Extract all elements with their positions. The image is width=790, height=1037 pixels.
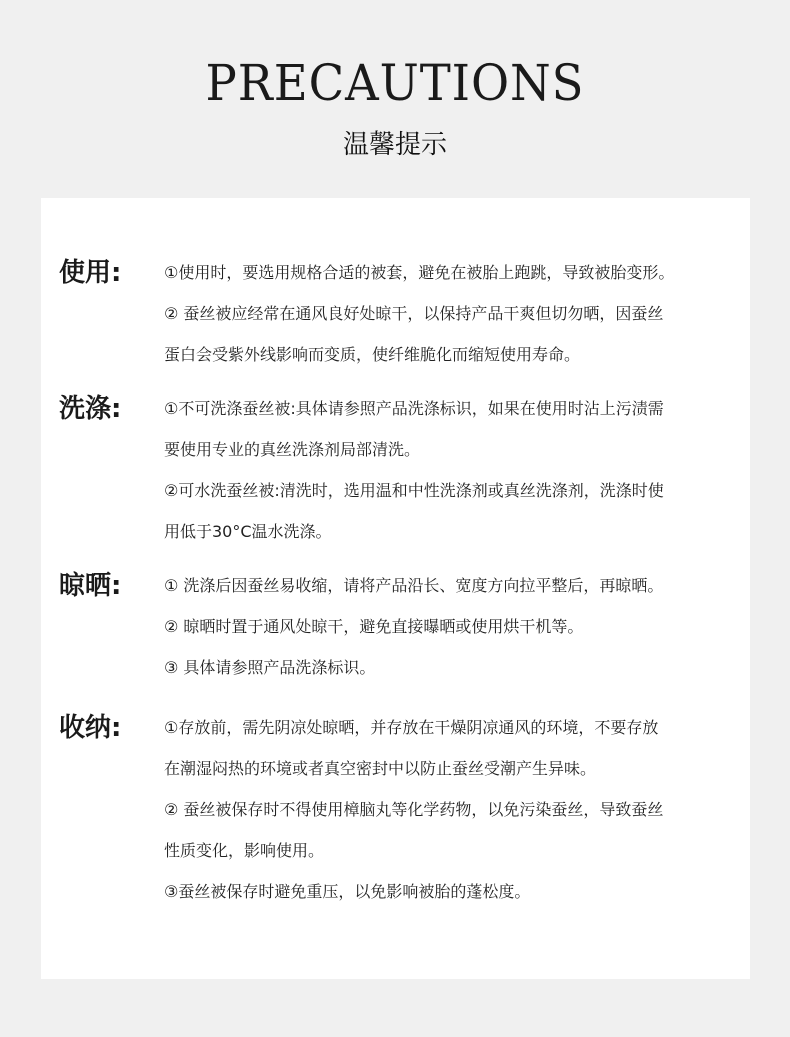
text-line: ②可水洗蚕丝被:清洗时，选用温和中性洗涤剂或真丝洗涤剂，洗涤时使 [164, 481, 664, 500]
text-line: 要使用专业的真丝洗涤剂局部清洗。 [164, 440, 421, 459]
text-line: ③蚕丝被保存时避免重压，以免影响被胎的蓬松度。 [164, 882, 531, 901]
text-line: 性质变化，影响使用。 [164, 841, 325, 860]
section-label: 洗涤: [59, 394, 122, 424]
page-title-en: PRECAUTIONS [205, 54, 585, 112]
section-text [164, 570, 734, 693]
precautions-card [41, 198, 750, 979]
page-title-cn: 温馨提示 [342, 130, 447, 160]
section-text [164, 257, 734, 380]
text-line: ② 蚕丝被应经常在通风良好处晾干，以保持产品干爽但切勿晒，因蚕丝 [164, 304, 664, 323]
text-line: ③ 具体请参照产品洗涤标识。 [164, 658, 376, 677]
text-line: ①使用时，要选用规格合适的被套，避免在被胎上跑跳，导致被胎变形。 [164, 263, 675, 282]
section-text [164, 393, 734, 557]
text-line: 在潮湿闷热的环境或者真空密封中以防止蚕丝受潮产生异味。 [164, 759, 597, 778]
text-line: ① 洗涤后因蚕丝易收缩，请将产品沿长、宽度方向拉平整后，再晾晒。 [164, 576, 664, 595]
text-line: ①不可洗涤蚕丝被:具体请参照产品洗涤标识，如果在使用时沾上污渍需 [164, 399, 664, 418]
section-label: 晾晒: [59, 571, 122, 601]
text-line: ①存放前，需先阴凉处晾晒，并存放在干燥阴凉通风的环境，不要存放 [164, 718, 659, 737]
text-line: 用低于30°C温水洗涤。 [164, 522, 332, 541]
text-line: ② 蚕丝被保存时不得使用樟脑丸等化学药物，以免污染蚕丝，导致蚕丝 [164, 800, 664, 819]
text-line: ② 晾晒时置于通风处晾干，避免直接曝晒或使用烘干机等。 [164, 617, 584, 636]
section-text [164, 712, 734, 917]
text-line: 蛋白会受紫外线影响而变质，使纤维脆化而缩短使用寿命。 [164, 345, 581, 364]
section-label: 收纳: [59, 713, 122, 743]
section-label: 使用: [59, 258, 122, 288]
